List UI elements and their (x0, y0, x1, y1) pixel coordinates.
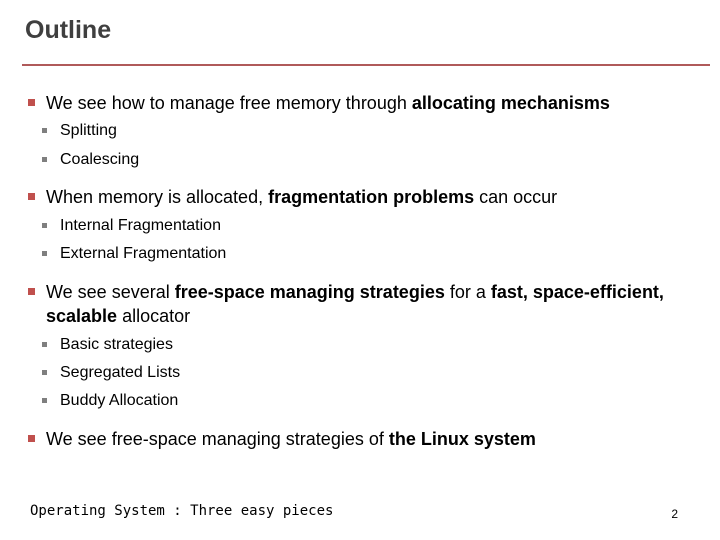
bullet-square-icon (28, 435, 35, 442)
sub-bullet-segregated-lists: Segregated Lists (42, 363, 662, 383)
sub-bullet-external-fragmentation: External Fragmentation (42, 244, 662, 264)
title-divider (22, 64, 710, 66)
sub-bullet-square-icon (42, 157, 47, 162)
bullet-square-icon (28, 99, 35, 106)
bullet-text: We see free-space managing strategies of the Linux system (46, 429, 536, 449)
bullet-linux-system (28, 427, 688, 451)
sub-bullet-splitting: Splitting (42, 121, 662, 141)
bullet-fragmentation (28, 185, 688, 209)
sub-bullet-square-icon (42, 370, 47, 375)
sub-bullet-buddy-allocation: Buddy Allocation (42, 391, 662, 411)
bullet-text: We see several free-space managing strategies for a fast, space-efficient, scalable allocator (46, 282, 664, 326)
slide-footer: Operating System : Three easy pieces (30, 503, 334, 519)
bullet-allocating-mechanisms (28, 91, 688, 115)
bullet-square-icon (28, 193, 35, 200)
sub-bullet-square-icon (42, 251, 47, 256)
sub-bullet-square-icon (42, 398, 47, 403)
page-number: 2 (671, 507, 678, 521)
sub-bullet-coalescing: Coalescing (42, 150, 662, 170)
sub-bullet-square-icon (42, 342, 47, 347)
bullet-free-space-strategies (28, 280, 668, 328)
bullet-text: We see how to manage free memory through allocating mechanisms (46, 93, 610, 113)
sub-bullet-square-icon (42, 223, 47, 228)
bullet-square-icon (28, 288, 35, 295)
sub-bullet-square-icon (42, 128, 47, 133)
slide-title: Outline (25, 16, 112, 44)
bullet-text: When memory is allocated, fragmentation problems can occur (46, 187, 558, 207)
sub-bullet-internal-fragmentation: Internal Fragmentation (42, 216, 662, 236)
sub-bullet-basic-strategies: Basic strategies (42, 335, 662, 355)
